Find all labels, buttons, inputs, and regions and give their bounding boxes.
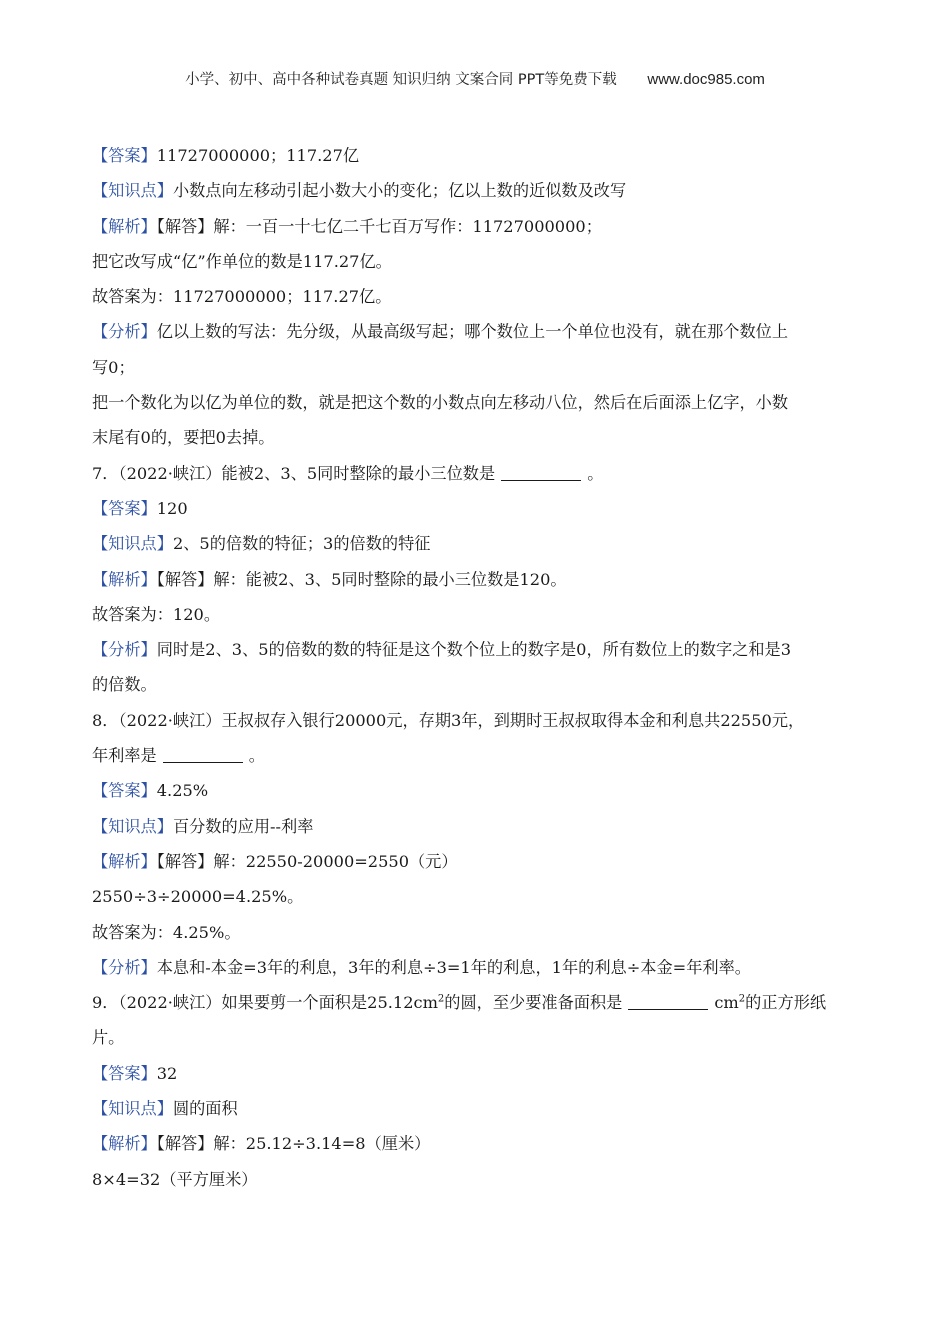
question-text: 。 bbox=[587, 463, 604, 483]
point-text: 圆的面积 bbox=[172, 1099, 238, 1119]
answer-tag: 【答案】 bbox=[92, 781, 157, 801]
q8-answer bbox=[92, 779, 854, 814]
reason-tag: 【分析】 bbox=[92, 957, 157, 977]
analysis-text: 解：一百一十七亿二千七百万写作：11727000000； bbox=[213, 216, 602, 236]
q6-analysis-line: 把它改写成“亿”作单位的数是117.27亿。 bbox=[92, 251, 392, 271]
q7-question bbox=[92, 462, 854, 497]
q7-reason-line: 的倍数。 bbox=[92, 675, 157, 695]
answer-tag: 【答案】 bbox=[92, 498, 157, 518]
answer-tag: 【答案】 bbox=[92, 1063, 157, 1083]
answer-tag: 【答案】 bbox=[92, 146, 157, 165]
analysis-tag: 【解析】 bbox=[92, 851, 157, 871]
answer-text: 11727000000；117.27亿 bbox=[156, 146, 360, 165]
point-text: 2、5的倍数的特征；3的倍数的特征 bbox=[172, 534, 431, 554]
answer-blank bbox=[163, 747, 243, 763]
q9-question-line: 片。 bbox=[92, 1028, 125, 1048]
point-tag: 【知识点】 bbox=[92, 534, 173, 554]
question-text: 的圆，至少要准备面积是 bbox=[444, 993, 623, 1013]
point-tag: 【知识点】 bbox=[92, 816, 173, 836]
reason-tag: 【分析】 bbox=[92, 322, 157, 342]
answer-text: 120 bbox=[156, 498, 188, 518]
analysis-text: 解：能被2、3、5同时整除的最小三位数是120。 bbox=[213, 569, 567, 589]
q9-point bbox=[92, 1097, 854, 1132]
answer-text: 32 bbox=[156, 1063, 178, 1083]
answer-blank bbox=[628, 994, 708, 1010]
q8-reason bbox=[92, 956, 854, 991]
q8-point bbox=[92, 815, 854, 850]
analysis-tag: 【解析】 bbox=[92, 1134, 157, 1154]
q7-reason bbox=[92, 638, 854, 673]
q6-reason bbox=[92, 320, 854, 355]
reason-text: 亿以上数的写法：先分级，从最高级写起；哪个数位上一个单位也没有，就在那个数位上 bbox=[156, 322, 789, 342]
q8-analysis-line: 2550÷3÷20000=4.25%。 bbox=[92, 887, 304, 907]
document-body bbox=[92, 144, 854, 1203]
q7-analysis bbox=[92, 568, 854, 603]
solve-tag: 【解答】 bbox=[156, 569, 214, 589]
question-text: 7．（2022·峡江）能被2、3、5同时整除的最小三位数是 bbox=[92, 463, 496, 483]
q9-analysis-line: 8×4=32（平方厘米） bbox=[92, 1169, 258, 1189]
q8-analysis-line: 故答案为：4.25%。 bbox=[92, 922, 241, 942]
q9-analysis bbox=[92, 1132, 854, 1167]
header-text: 小学、初中、高中各种试卷真题 知识归纳 文案合同 PPT等免费下载 bbox=[185, 72, 617, 88]
q6-analysis bbox=[92, 215, 854, 250]
q9-question bbox=[92, 991, 854, 1026]
q7-analysis-line: 故答案为：120。 bbox=[92, 604, 221, 624]
page-header bbox=[0, 68, 950, 89]
solve-tag: 【解答】 bbox=[156, 851, 214, 871]
q7-answer bbox=[92, 497, 854, 532]
answer-blank bbox=[501, 465, 581, 481]
superscript: 2 bbox=[437, 993, 445, 1005]
question-text: 年利率是 bbox=[92, 746, 157, 766]
solve-tag: 【解答】 bbox=[156, 216, 214, 236]
question-text: 9．（2022·峡江）如果要剪一个面积是25.12cm bbox=[92, 993, 438, 1013]
reason-text: 同时是2、3、5的倍数的数的特征是这个数个位上的数字是0，所有数位上的数字之和是3 bbox=[156, 640, 791, 660]
analysis-text: 解：22550-20000=2550（元） bbox=[213, 851, 458, 871]
q6-reason-line: 写0； bbox=[92, 357, 135, 377]
q8-question-line bbox=[92, 744, 854, 779]
question-text: 。 bbox=[248, 746, 265, 766]
reason-tag: 【分析】 bbox=[92, 640, 157, 660]
point-text: 百分数的应用--利率 bbox=[172, 816, 314, 836]
q6-reason-line: 把一个数化为以亿为单位的数，就是把这个数的小数点向左移动八位，然后在后面添上亿字，小数 bbox=[92, 393, 789, 413]
q6-analysis-line: 故答案为：11727000000；117.27亿。 bbox=[92, 287, 392, 307]
point-tag: 【知识点】 bbox=[92, 181, 173, 201]
q9-answer bbox=[92, 1062, 854, 1097]
analysis-tag: 【解析】 bbox=[92, 216, 157, 236]
reason-text: 本息和-本金=3年的利息，3年的利息÷3=1年的利息，1年的利息÷本金=年利率。 bbox=[156, 957, 751, 977]
q8-question: 8．（2022·峡江）王叔叔存入银行20000元，存期3年，到期时王叔叔取得本金和利息共22550元， bbox=[92, 710, 805, 730]
q6-answer bbox=[92, 144, 854, 179]
answer-text: 4.25% bbox=[156, 781, 209, 801]
q8-analysis bbox=[92, 850, 854, 885]
question-text: cm bbox=[714, 993, 739, 1013]
q7-point bbox=[92, 532, 854, 567]
header-site-link[interactable]: www.doc985.com bbox=[647, 71, 765, 88]
analysis-text: 解：25.12÷3.14=8（厘米） bbox=[213, 1134, 431, 1154]
q6-reason-line: 末尾有0的，要把0去掉。 bbox=[92, 428, 275, 448]
point-text: 小数点向左移动引起小数大小的变化；亿以上数的近似数及改写 bbox=[172, 181, 627, 201]
question-text: 的正方形纸 bbox=[745, 993, 827, 1013]
superscript: 2 bbox=[738, 993, 746, 1005]
point-tag: 【知识点】 bbox=[92, 1099, 173, 1119]
solve-tag: 【解答】 bbox=[156, 1134, 214, 1154]
analysis-tag: 【解析】 bbox=[92, 569, 157, 589]
q6-point bbox=[92, 179, 854, 214]
